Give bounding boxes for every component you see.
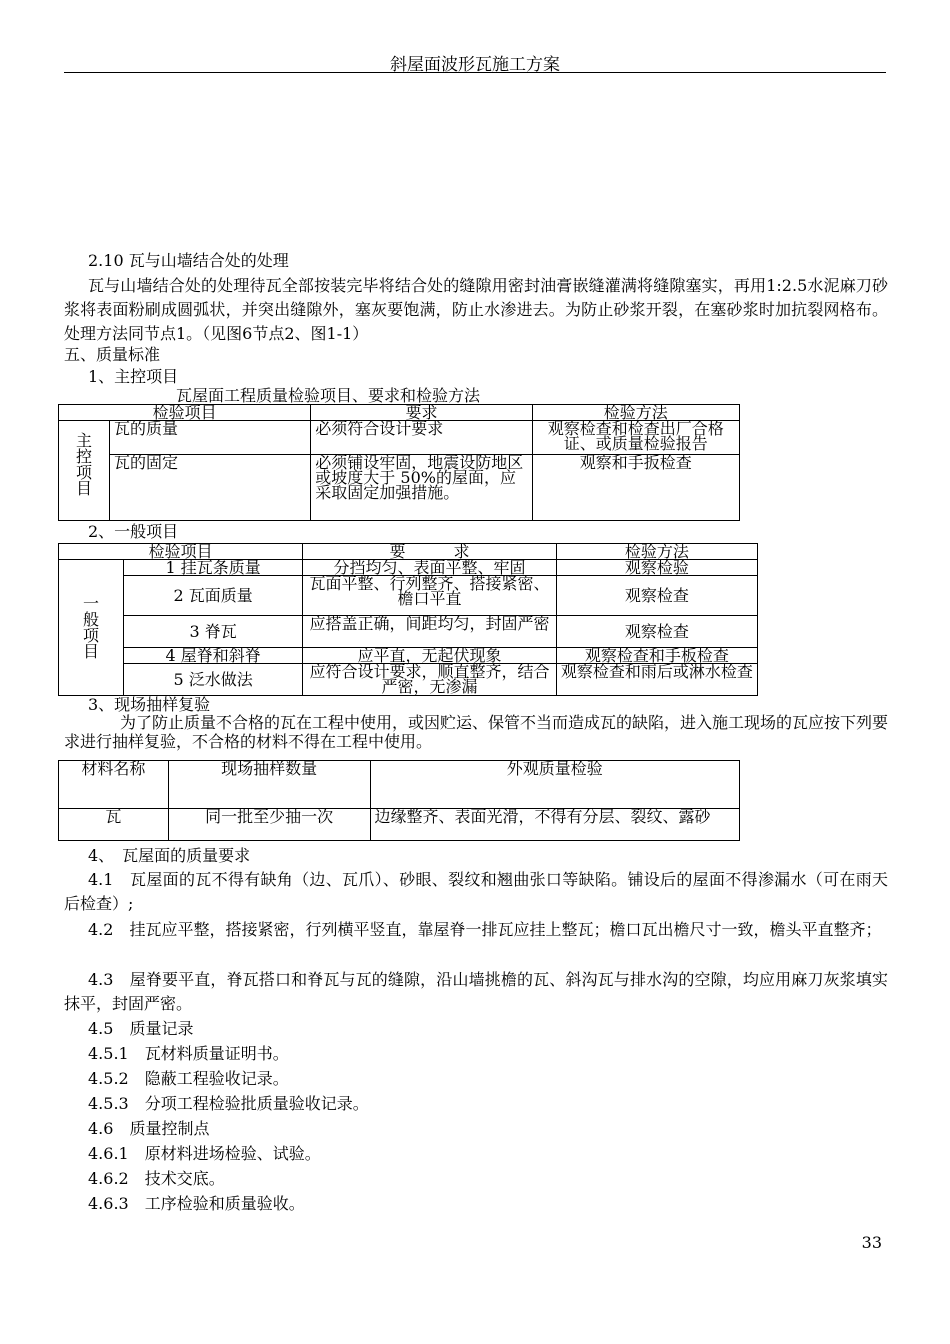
- table2-row1-req: 分挡均匀、表面平整、牢固: [303, 560, 556, 576]
- table2-row3-method: 观察检查: [556, 616, 757, 648]
- table1-header-method: 检验方法: [532, 405, 739, 421]
- line-4-6: 4.6 质量控制点: [88, 1119, 210, 1138]
- section-5-3-text: 为了防止质量不合格的瓦在工程中使用，或因贮运、保管不当而造成瓦的缺陷，进入施工现场的瓦应按下列要求进行抽样复验，不合格的材料不得在工程中使用。: [64, 713, 889, 751]
- section-2-10-heading: 2.10 瓦与山墙结合处的处理: [88, 251, 289, 270]
- header-rule: [64, 72, 886, 73]
- table3-header-name: 材料名称: [59, 761, 169, 809]
- table2-group-label: 一般项目: [59, 560, 124, 696]
- table2-header-item: 检验项目: [59, 544, 303, 560]
- table2-row4-item: 4 屋脊和斜脊: [123, 648, 302, 664]
- section-5-4-heading: 4、 瓦屋面的质量要求: [88, 846, 251, 865]
- section-5-1-heading: 1、主控项目: [88, 367, 179, 386]
- table2-row5-item: 5 泛水做法: [123, 664, 302, 696]
- section-2-10-text: 瓦与山墙结合处的处理待瓦全部按装完毕将结合处的缝隙用密封油膏嵌缝灌满将缝隙塞实，再用1:2.5水泥麻刀砂浆将表面粉刷成圆弧状，并突出缝隙外，塞灰要饱满，防止水渗进去。为防止砂浆开裂，在塞砂浆时加抗裂网格布。处理方法同节点1。（见图6节点2、图1-1）: [64, 276, 888, 343]
- table1-header-item: 检验项目: [59, 405, 311, 421]
- table2-row5-method: 观察检查和雨后或淋水检查: [556, 664, 757, 696]
- line-4-6-3: 4.6.3 工序检验和质量验收。: [88, 1194, 305, 1213]
- table3-row-qty: 同一批至少抽一次: [168, 809, 370, 841]
- table1-header-req: 要求: [311, 405, 532, 421]
- table3-row-check: 边缘整齐、表面光滑，不得有分层、裂纹、露砂: [370, 809, 739, 841]
- line-4-5-1: 4.5.1 瓦材料质量证明书。: [88, 1044, 289, 1063]
- line-4-6-2: 4.6.2 技术交底。: [88, 1169, 225, 1188]
- table3-header-qty: 现场抽样数量: [168, 761, 370, 809]
- table1-row2-req: 必须铺设牢固，地震设防地区或坡度大于 50%的屋面，应采取固定加强措施。: [311, 455, 532, 521]
- line-4-5: 4.5 质量记录: [88, 1019, 194, 1038]
- para-4-3: 4.3 屋脊要平直，脊瓦搭口和脊瓦与瓦的缝隙，沿山墙挑檐的瓦、斜沟瓦与排水沟的空隙，均应用麻刀灰浆填实抹平，封固严密。: [64, 970, 888, 1013]
- table1-group-label: 主控项目: [59, 421, 110, 521]
- table1-row2-method: 观察和手扳检查: [532, 455, 739, 521]
- table1-row1-method: 观察检查和检查出厂合格证、或质量检验报告: [532, 421, 739, 455]
- line-4-6-1: 4.6.1 原材料进场检验、试验。: [88, 1144, 321, 1163]
- section-5-heading: 五、质量标准: [64, 345, 161, 364]
- table2-row2-req: 瓦面平整、行列整齐、搭接紧密、檐口平直: [303, 576, 556, 616]
- para-4-1: 4.1 瓦屋面的瓦不得有缺角（边、瓦爪）、砂眼、裂纹和翘曲张口等缺陷。铺设后的屋面不得渗漏水（可在雨天后检查）;: [64, 870, 888, 913]
- table3-row-name: 瓦: [59, 809, 169, 841]
- table2-row3-req: 应搭盖正确，间距均匀，封固严密: [303, 616, 556, 648]
- table1-row1-item: 瓦的质量: [109, 421, 310, 455]
- table2-row1-item: 1 挂瓦条质量: [123, 560, 302, 576]
- table2-row4-method: 观察检查和手板检查: [556, 648, 757, 664]
- table3-header-check: 外观质量检验: [370, 761, 739, 809]
- table2-row3-item: 3 脊瓦: [123, 616, 302, 648]
- section-5-3-heading: 3、现场抽样复验: [88, 695, 211, 714]
- line-4-5-3: 4.5.3 分项工程检验批质量验收记录。: [88, 1094, 369, 1113]
- sampling-table: [58, 760, 740, 841]
- table1-row2-item: 瓦的固定: [109, 455, 310, 521]
- table2-row5-req: 应符合设计要求，顺直整齐，结合严密，无渗漏: [303, 664, 556, 696]
- page-number: 33: [861, 1233, 882, 1252]
- table2-header-method: 检验方法: [556, 544, 757, 560]
- general-items-table: [58, 543, 758, 696]
- table2-row4-req: 应平直，无起伏现象: [303, 648, 556, 664]
- table2-row2-item: 2 瓦面质量: [123, 576, 302, 616]
- table2-row1-method: 观察检验: [556, 560, 757, 576]
- table1-row1-req: 必须符合设计要求: [311, 421, 532, 455]
- table2-header-req: 要 求: [303, 544, 556, 560]
- table2-row2-method: 观察检查: [556, 576, 757, 616]
- page-header: 斜屋面波形瓦施工方案: [390, 55, 560, 75]
- main-control-table: [58, 404, 740, 521]
- para-4-2: 4.2 挂瓦应平整，搭接紧密，行列横平竖直，靠屋脊一排瓦应挂上整瓦；檐口瓦出檐尺寸一致，檐头平直整齐；: [88, 920, 882, 939]
- section-5-2-heading: 2、一般项目: [88, 522, 179, 541]
- line-4-5-2: 4.5.2 隐蔽工程验收记录。: [88, 1069, 289, 1088]
- table1-title: 瓦屋面工程质量检验项目、要求和检验方法: [176, 386, 481, 405]
